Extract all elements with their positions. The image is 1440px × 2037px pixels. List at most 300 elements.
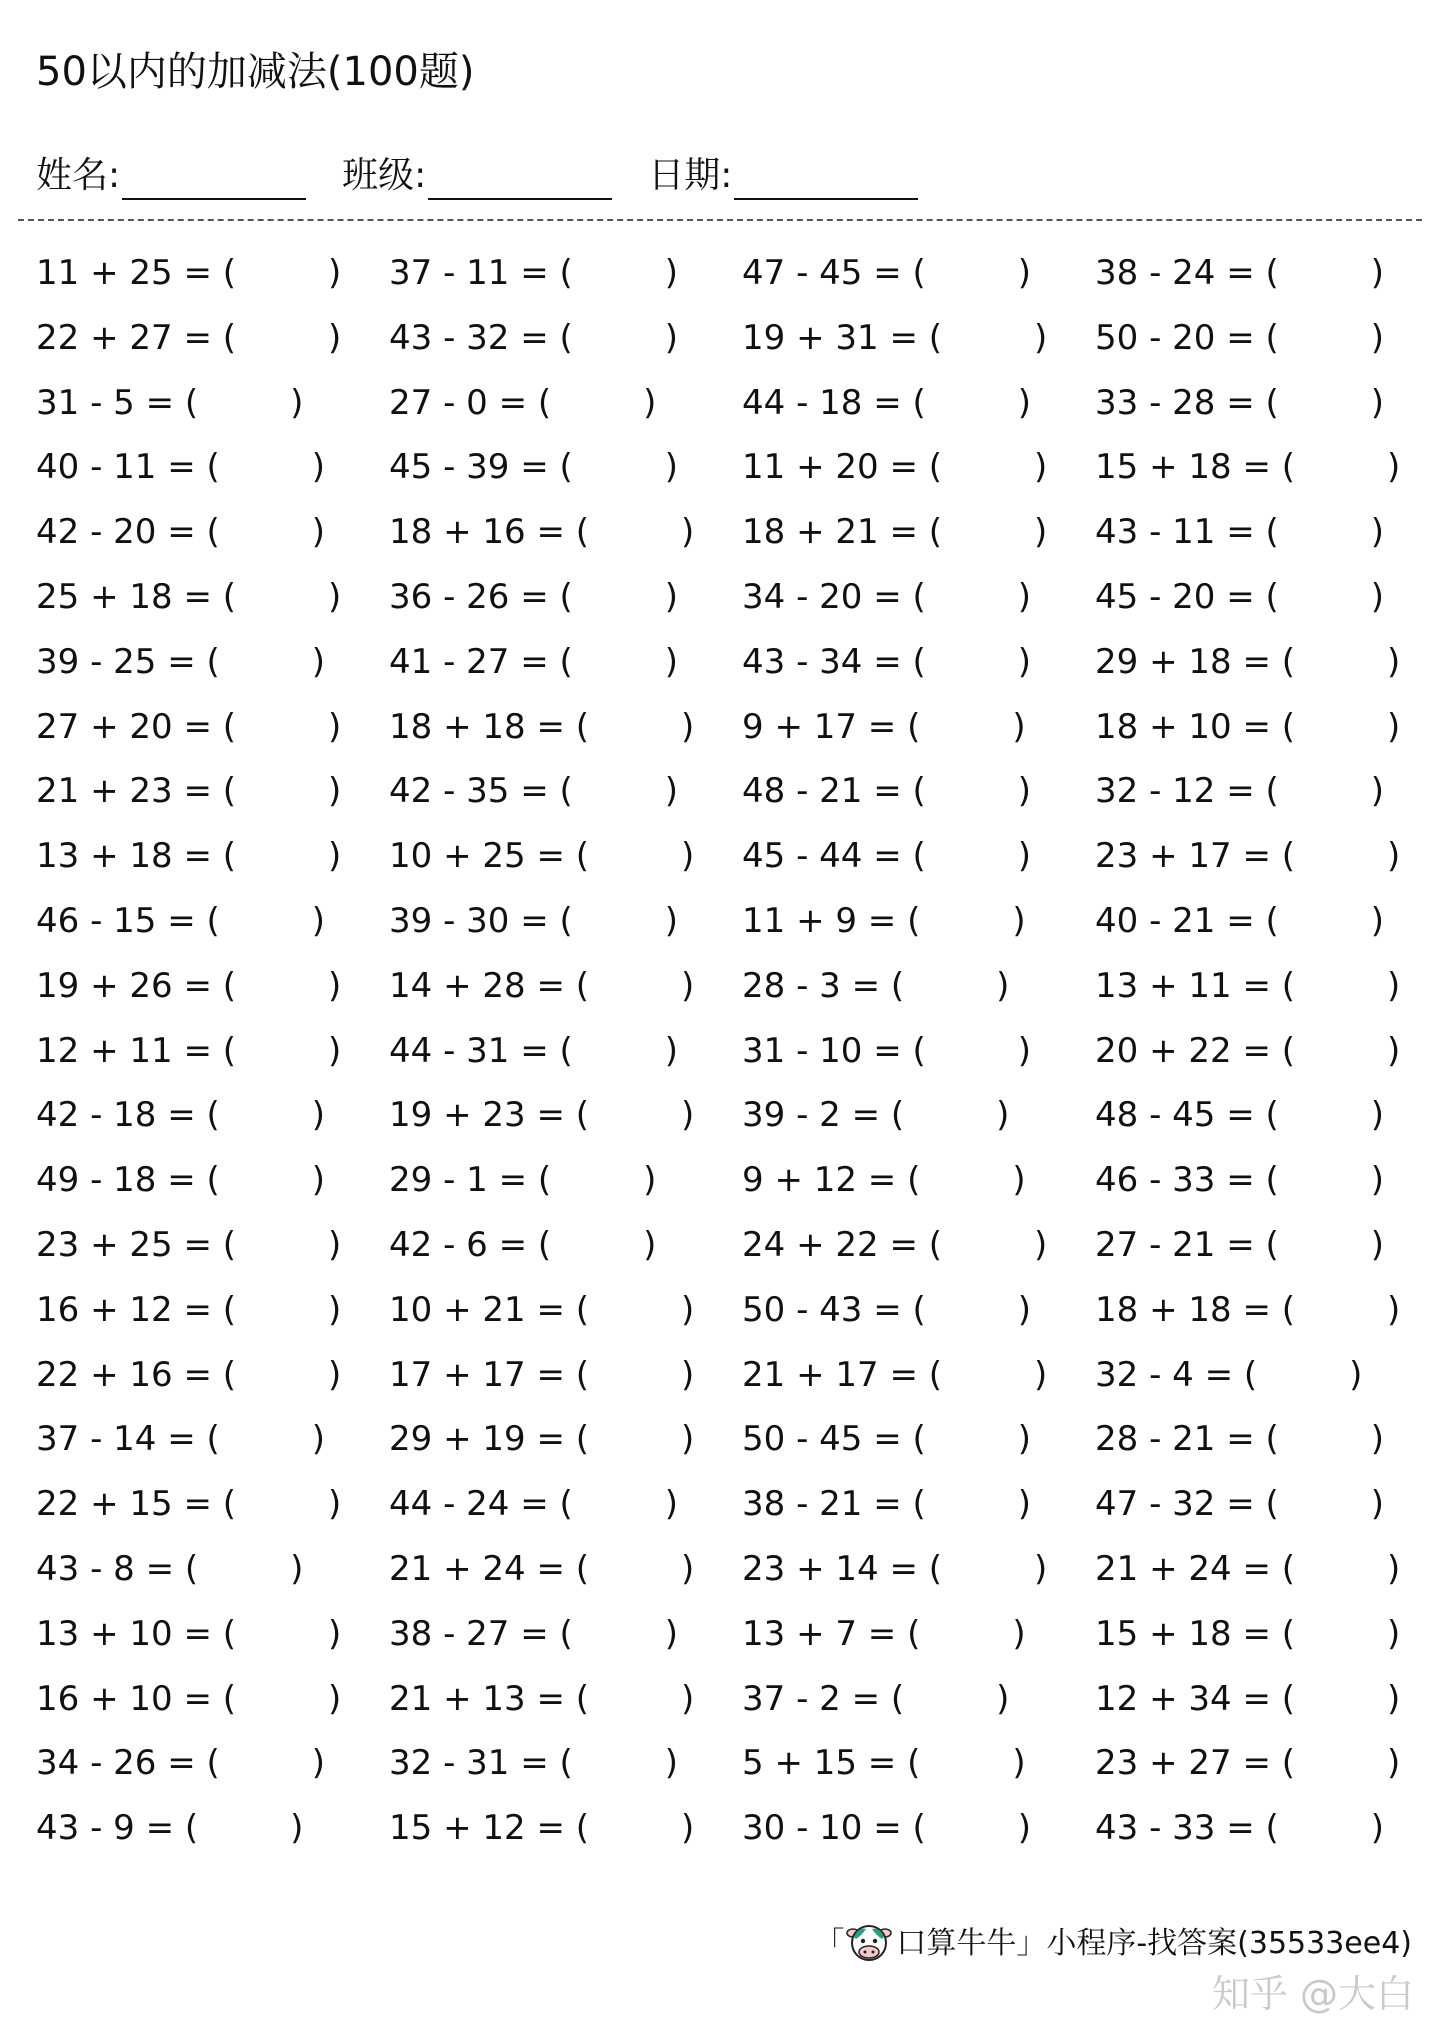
problem-expression: 46 - 15 = ( — [36, 900, 220, 941]
closing-paren: ) — [1017, 1419, 1032, 1460]
problem-expression: 32 - 4 = ( — [1095, 1354, 1258, 1395]
problem-expression: 23 + 14 = ( — [742, 1548, 942, 1589]
problem-expression: 24 + 22 = ( — [742, 1224, 942, 1265]
problem-item — [36, 247, 389, 312]
problem-item — [36, 636, 389, 701]
problem-item — [742, 441, 1095, 506]
problem-item — [36, 1089, 389, 1154]
problem-expression: 45 - 39 = ( — [389, 447, 573, 488]
closing-paren: ) — [311, 447, 326, 488]
problem-item — [1095, 830, 1440, 895]
problem-expression: 15 + 12 = ( — [389, 1808, 589, 1849]
problem-expression: 10 + 21 = ( — [389, 1289, 589, 1330]
closing-paren: ) — [328, 253, 342, 293]
problem-item — [389, 1025, 742, 1090]
problem-item — [1095, 1543, 1440, 1608]
problem-item — [742, 701, 1095, 766]
problem-expression: 15 + 18 = ( — [1095, 1613, 1295, 1654]
problem-expression: 23 + 25 = ( — [36, 1224, 236, 1265]
problem-item — [1095, 765, 1440, 830]
problem-item — [389, 247, 742, 312]
closing-paren: ) — [681, 965, 695, 1006]
problem-expression: 49 - 18 = ( — [36, 1160, 220, 1201]
closing-paren: ) — [1017, 641, 1032, 682]
problem-expression: 11 + 20 = ( — [742, 447, 942, 488]
problem-item — [1095, 636, 1440, 701]
problem-expression: 25 + 18 = ( — [36, 576, 236, 617]
student-info-row — [36, 144, 954, 200]
problem-item — [742, 636, 1095, 701]
closing-paren: ) — [1017, 1030, 1032, 1071]
problem-item — [36, 895, 389, 960]
problem-expression: 42 - 20 = ( — [36, 512, 220, 553]
problem-expression: 48 - 21 = ( — [742, 771, 926, 812]
problem-expression: 29 - 1 = ( — [389, 1160, 552, 1201]
problem-item — [36, 1737, 389, 1802]
problem-expression: 43 - 8 = ( — [36, 1548, 199, 1589]
problem-item — [36, 441, 389, 506]
problem-item — [742, 895, 1095, 960]
problem-item — [742, 312, 1095, 377]
problem-item — [389, 1478, 742, 1543]
problem-item — [36, 1802, 389, 1867]
closing-paren: ) — [311, 641, 326, 682]
problem-expression: 36 - 26 = ( — [389, 576, 573, 617]
problem-item — [389, 1802, 742, 1867]
problem-expression: 27 - 0 = ( — [389, 382, 552, 423]
problem-expression: 38 - 27 = ( — [389, 1613, 573, 1654]
problem-item — [389, 377, 742, 442]
closing-paren: ) — [1017, 771, 1032, 812]
problem-expression: 21 + 17 = ( — [742, 1354, 942, 1395]
closing-paren: ) — [328, 1613, 342, 1654]
problem-expression: 47 - 32 = ( — [1095, 1484, 1279, 1525]
closing-paren: ) — [328, 836, 342, 877]
closing-paren: ) — [1387, 836, 1401, 877]
problem-item — [742, 1219, 1095, 1284]
problem-item — [742, 1737, 1095, 1802]
closing-paren: ) — [681, 1548, 695, 1589]
closing-paren: ) — [681, 836, 695, 877]
problem-expression: 37 - 11 = ( — [389, 253, 573, 293]
problem-item — [36, 830, 389, 895]
problem-item — [742, 960, 1095, 1025]
problem-expression: 43 - 9 = ( — [36, 1808, 199, 1849]
problem-item — [1095, 1478, 1440, 1543]
closing-paren: ) — [681, 1289, 695, 1330]
class-field — [342, 152, 612, 200]
problem-item — [36, 1608, 389, 1673]
problem-expression: 28 - 3 = ( — [742, 965, 905, 1006]
problem-expression: 23 + 27 = ( — [1095, 1743, 1295, 1784]
problem-expression: 13 + 10 = ( — [36, 1613, 236, 1654]
closing-paren: ) — [681, 1808, 695, 1849]
problem-item — [1095, 441, 1440, 506]
problem-expression: 18 + 16 = ( — [389, 512, 589, 553]
problem-expression: 12 + 11 = ( — [36, 1030, 236, 1071]
closing-paren: ) — [1034, 512, 1048, 553]
problem-expression: 43 - 34 = ( — [742, 641, 926, 682]
footer-credit — [814, 1918, 1412, 1970]
closing-paren: ) — [996, 1678, 1010, 1719]
problem-item — [1095, 895, 1440, 960]
problem-expression: 40 - 21 = ( — [1095, 900, 1279, 941]
problem-expression: 22 + 27 = ( — [36, 317, 236, 358]
problem-item — [36, 1349, 389, 1414]
problem-item — [389, 571, 742, 636]
closing-paren: ) — [1387, 1743, 1401, 1784]
problem-expression: 22 + 16 = ( — [36, 1354, 236, 1395]
problem-item — [389, 1219, 742, 1284]
closing-paren: ) — [311, 900, 326, 941]
name-blank-line — [122, 158, 306, 200]
problem-item — [1095, 247, 1440, 312]
problem-item — [1095, 312, 1440, 377]
closing-paren: ) — [1370, 771, 1385, 812]
closing-paren: ) — [1017, 1289, 1032, 1330]
closing-paren: ) — [643, 382, 657, 423]
closing-paren: ) — [311, 1743, 326, 1784]
problem-expression: 50 - 43 = ( — [742, 1289, 926, 1330]
closing-paren: ) — [1370, 900, 1385, 941]
problem-expression: 13 + 7 = ( — [742, 1613, 921, 1654]
closing-paren: ) — [328, 1678, 342, 1719]
problem-item — [1095, 1608, 1440, 1673]
problem-item — [36, 1219, 389, 1284]
closing-paren: ) — [1370, 1160, 1385, 1201]
closing-paren: ) — [1387, 965, 1401, 1006]
problem-expression: 13 + 18 = ( — [36, 836, 236, 877]
problem-item — [1095, 571, 1440, 636]
closing-paren: ) — [1012, 1160, 1026, 1201]
closing-paren: ) — [664, 1030, 679, 1071]
problem-expression: 40 - 11 = ( — [36, 447, 220, 488]
problem-item — [1095, 1802, 1440, 1867]
problem-item — [1095, 1025, 1440, 1090]
problem-expression: 16 + 12 = ( — [36, 1289, 236, 1330]
footer-text: 口算牛牛」小程序-找答案(35533ee4) — [896, 1926, 1412, 1961]
problem-expression: 30 - 10 = ( — [742, 1808, 926, 1849]
problem-item — [36, 1673, 389, 1738]
problem-expression: 9 + 12 = ( — [742, 1160, 921, 1201]
closing-paren: ) — [1017, 576, 1032, 617]
closing-paren: ) — [1017, 1484, 1032, 1525]
closing-paren: ) — [1387, 1030, 1401, 1071]
problem-expression: 27 + 20 = ( — [36, 706, 236, 747]
closing-paren: ) — [1387, 1289, 1401, 1330]
problem-expression: 18 + 21 = ( — [742, 512, 942, 553]
closing-paren: ) — [1387, 1613, 1401, 1654]
problem-expression: 43 - 33 = ( — [1095, 1808, 1279, 1849]
closing-paren: ) — [328, 576, 342, 617]
problem-expression: 32 - 12 = ( — [1095, 771, 1279, 812]
closing-paren: ) — [1012, 1613, 1026, 1654]
problem-item — [36, 312, 389, 377]
problem-expression: 9 + 17 = ( — [742, 706, 921, 747]
problem-item — [36, 1025, 389, 1090]
problem-expression: 38 - 24 = ( — [1095, 253, 1279, 293]
problem-item — [389, 1608, 742, 1673]
problem-expression: 34 - 20 = ( — [742, 576, 926, 617]
problem-item — [389, 765, 742, 830]
problem-expression: 50 - 20 = ( — [1095, 317, 1279, 358]
problem-item — [36, 1284, 389, 1349]
closing-paren: ) — [1370, 1808, 1385, 1849]
date-field — [648, 152, 918, 200]
problem-item — [389, 830, 742, 895]
closing-paren: ) — [1370, 1224, 1385, 1265]
problem-expression: 27 - 21 = ( — [1095, 1224, 1279, 1265]
problem-item — [742, 1673, 1095, 1738]
problem-item — [1095, 1673, 1440, 1738]
problem-expression: 14 + 28 = ( — [389, 965, 589, 1006]
cow-icon — [844, 1919, 894, 1969]
problem-item — [1095, 1413, 1440, 1478]
name-field — [36, 152, 306, 200]
closing-paren: ) — [1387, 447, 1401, 488]
closing-paren: ) — [1387, 1678, 1401, 1719]
problem-item — [1095, 1349, 1440, 1414]
problem-item — [742, 377, 1095, 442]
problem-expression: 10 + 25 = ( — [389, 836, 589, 877]
problem-item — [742, 1025, 1095, 1090]
problem-expression: 29 + 19 = ( — [389, 1419, 589, 1460]
class-blank-line — [428, 158, 612, 200]
problem-item — [389, 506, 742, 571]
closing-paren: ) — [1017, 253, 1032, 293]
closing-paren: ) — [643, 1160, 657, 1201]
problem-item — [389, 1349, 742, 1414]
problem-expression: 11 + 25 = ( — [36, 253, 236, 293]
problem-item — [389, 1089, 742, 1154]
problem-item — [36, 1478, 389, 1543]
problem-expression: 18 + 18 = ( — [389, 706, 589, 747]
problem-expression: 21 + 24 = ( — [389, 1548, 589, 1589]
closing-paren: ) — [1370, 576, 1385, 617]
problem-item — [742, 765, 1095, 830]
closing-paren: ) — [681, 1095, 695, 1136]
problem-item — [742, 1413, 1095, 1478]
problem-expression: 12 + 34 = ( — [1095, 1678, 1295, 1719]
problem-expression: 19 + 23 = ( — [389, 1095, 589, 1136]
problem-expression: 21 + 23 = ( — [36, 771, 236, 812]
problem-expression: 43 - 32 = ( — [389, 317, 573, 358]
closing-paren: ) — [996, 965, 1010, 1006]
problem-item — [389, 960, 742, 1025]
closing-paren: ) — [1017, 1808, 1032, 1849]
problem-item — [389, 312, 742, 377]
closing-paren: ) — [328, 1354, 342, 1395]
problem-item — [1095, 1219, 1440, 1284]
problem-item — [742, 571, 1095, 636]
problem-item — [389, 441, 742, 506]
problem-expression: 39 - 2 = ( — [742, 1095, 905, 1136]
closing-paren: ) — [681, 512, 695, 553]
problem-item — [1095, 1154, 1440, 1219]
closing-paren: ) — [1370, 382, 1385, 423]
watermark: 知乎 @大白 — [1211, 1972, 1414, 2016]
closing-paren: ) — [681, 1419, 695, 1460]
problem-item — [36, 1154, 389, 1219]
closing-paren: ) — [1349, 1354, 1363, 1395]
problem-expression: 21 + 13 = ( — [389, 1678, 589, 1719]
problem-item — [1095, 701, 1440, 766]
problem-expression: 19 + 26 = ( — [36, 965, 236, 1006]
problem-expression: 13 + 11 = ( — [1095, 965, 1295, 1006]
closing-paren: ) — [1370, 1419, 1385, 1460]
problem-item — [36, 571, 389, 636]
problem-item — [1095, 1737, 1440, 1802]
problem-item — [742, 1478, 1095, 1543]
closing-paren: ) — [664, 1484, 679, 1525]
problem-expression: 23 + 17 = ( — [1095, 836, 1295, 877]
closing-paren: ) — [664, 317, 679, 358]
closing-paren: ) — [328, 1224, 342, 1265]
closing-paren: ) — [681, 1354, 695, 1395]
closing-paren: ) — [1387, 706, 1401, 747]
problem-item — [742, 1284, 1095, 1349]
closing-paren: ) — [1034, 1548, 1048, 1589]
problem-expression: 45 - 44 = ( — [742, 836, 926, 877]
problem-expression: 39 - 30 = ( — [389, 900, 573, 941]
problem-expression: 28 - 21 = ( — [1095, 1419, 1279, 1460]
closing-paren: ) — [328, 706, 342, 747]
name-label: 姓名: — [36, 155, 121, 196]
problem-expression: 41 - 27 = ( — [389, 641, 573, 682]
problem-expression: 44 - 18 = ( — [742, 382, 926, 423]
problem-grid — [36, 247, 1416, 1867]
problem-expression: 43 - 11 = ( — [1095, 512, 1279, 553]
date-label: 日期: — [648, 155, 733, 196]
closing-paren: ) — [328, 965, 342, 1006]
closing-paren: ) — [311, 1419, 326, 1460]
problem-item — [1095, 377, 1440, 442]
closing-paren: ) — [328, 1289, 342, 1330]
problem-expression: 18 + 18 = ( — [1095, 1289, 1295, 1330]
problem-item — [36, 1413, 389, 1478]
problem-item — [742, 1608, 1095, 1673]
problem-expression: 11 + 9 = ( — [742, 900, 921, 941]
closing-paren: ) — [1017, 382, 1032, 423]
problem-expression: 19 + 31 = ( — [742, 317, 942, 358]
closing-paren: ) — [1012, 900, 1026, 941]
closing-paren: ) — [1017, 836, 1032, 877]
problem-expression: 16 + 10 = ( — [36, 1678, 236, 1719]
closing-paren: ) — [1012, 1743, 1026, 1784]
date-blank-line — [734, 158, 918, 200]
problem-expression: 32 - 31 = ( — [389, 1743, 573, 1784]
problem-item — [36, 506, 389, 571]
closing-paren: ) — [1370, 253, 1385, 293]
closing-paren: ) — [664, 771, 679, 812]
closing-paren: ) — [1034, 317, 1048, 358]
closing-paren: ) — [311, 1160, 326, 1201]
problem-expression: 46 - 33 = ( — [1095, 1160, 1279, 1201]
closing-paren: ) — [1034, 447, 1048, 488]
problem-expression: 33 - 28 = ( — [1095, 382, 1279, 423]
closing-paren: ) — [1370, 317, 1385, 358]
problem-expression: 21 + 24 = ( — [1095, 1548, 1295, 1589]
closing-paren: ) — [1387, 1548, 1401, 1589]
problem-item — [742, 506, 1095, 571]
closing-paren: ) — [1370, 1095, 1385, 1136]
closing-paren: ) — [664, 1613, 679, 1654]
closing-paren: ) — [328, 1030, 342, 1071]
problem-item — [389, 1154, 742, 1219]
dashed-divider — [18, 219, 1422, 221]
problem-item — [389, 701, 742, 766]
problem-item — [36, 377, 389, 442]
problem-item — [389, 1284, 742, 1349]
closing-paren: ) — [681, 1678, 695, 1719]
problem-expression: 31 - 10 = ( — [742, 1030, 926, 1071]
problem-item — [742, 1543, 1095, 1608]
problem-item — [1095, 506, 1440, 571]
problem-item — [389, 1737, 742, 1802]
closing-paren: ) — [996, 1095, 1010, 1136]
problem-expression: 29 + 18 = ( — [1095, 641, 1295, 682]
problem-item — [36, 765, 389, 830]
closing-paren: ) — [664, 1743, 679, 1784]
problem-expression: 42 - 18 = ( — [36, 1095, 220, 1136]
problem-expression: 20 + 22 = ( — [1095, 1030, 1295, 1071]
problem-item — [36, 701, 389, 766]
problem-item — [742, 830, 1095, 895]
closing-paren: ) — [1370, 1484, 1385, 1525]
problem-item — [1095, 1284, 1440, 1349]
closing-paren: ) — [643, 1224, 657, 1265]
problem-item — [389, 1673, 742, 1738]
problem-expression: 50 - 45 = ( — [742, 1419, 926, 1460]
problem-expression: 22 + 15 = ( — [36, 1484, 236, 1525]
closing-paren: ) — [664, 447, 679, 488]
closing-paren: ) — [328, 1484, 342, 1525]
closing-paren: ) — [1034, 1224, 1048, 1265]
problem-expression: 5 + 15 = ( — [742, 1743, 921, 1784]
problem-item — [389, 636, 742, 701]
problem-item — [742, 1349, 1095, 1414]
problem-expression: 38 - 21 = ( — [742, 1484, 926, 1525]
problem-expression: 47 - 45 = ( — [742, 253, 926, 293]
problem-item — [742, 1154, 1095, 1219]
problem-item — [36, 960, 389, 1025]
closing-paren: ) — [664, 253, 679, 293]
closing-paren: ) — [1387, 641, 1401, 682]
closing-paren: ) — [328, 317, 342, 358]
problem-expression: 39 - 25 = ( — [36, 641, 220, 682]
problem-item — [389, 895, 742, 960]
problem-item — [742, 1089, 1095, 1154]
closing-paren: ) — [664, 576, 679, 617]
problem-expression: 42 - 35 = ( — [389, 771, 573, 812]
footer-text-open: 「 — [814, 1926, 845, 1961]
problem-expression: 48 - 45 = ( — [1095, 1095, 1279, 1136]
problem-expression: 34 - 26 = ( — [36, 1743, 220, 1784]
problem-item — [1095, 960, 1440, 1025]
problem-expression: 31 - 5 = ( — [36, 382, 199, 423]
problem-expression: 44 - 24 = ( — [389, 1484, 573, 1525]
closing-paren: ) — [664, 641, 679, 682]
problem-item — [36, 1543, 389, 1608]
problem-item — [389, 1543, 742, 1608]
problem-expression: 44 - 31 = ( — [389, 1030, 573, 1071]
closing-paren: ) — [1012, 706, 1026, 747]
closing-paren: ) — [1370, 512, 1385, 553]
page-title: 50以内的加减法(100题) — [36, 49, 475, 95]
problem-expression: 45 - 20 = ( — [1095, 576, 1279, 617]
closing-paren: ) — [290, 1808, 304, 1849]
closing-paren: ) — [311, 1095, 326, 1136]
